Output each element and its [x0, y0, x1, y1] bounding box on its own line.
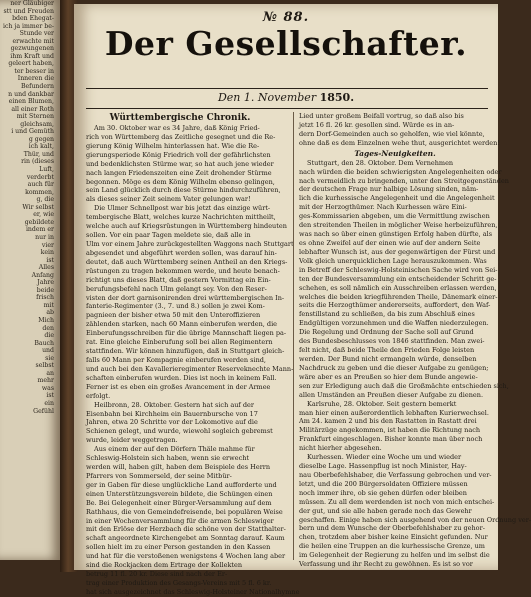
text-line: schaften einberufen wurden. Dies ist noch in keinem Fall. [86, 373, 277, 382]
fragment-line: Luft, [39, 166, 54, 174]
fragment-line: den [42, 324, 54, 332]
text-line: Endgültigen vorzunehmen und die Waffen niederzulegen. [299, 319, 489, 328]
text-line: sollen. Vor ein paar Tagen meldete sie, daß alle in [86, 231, 251, 240]
fragment-line: ist [46, 392, 54, 400]
text-line: Be. Bei Gelegenheit einer Bürger-Versammlung auf dem [86, 498, 272, 507]
fragment-line: erwachte mit [12, 37, 54, 45]
fragment-line: kommen, [25, 188, 54, 196]
text-line: welches die beiden kriegführenden Theile, Dänemark einer- [299, 292, 498, 301]
text-line: Karlsruhe, 28. Oktober. Seit gestern bemerkt [307, 399, 457, 408]
fragment-line: einen Blumen, [8, 98, 54, 106]
fragment-line: Mich [38, 316, 54, 324]
text-line: ges-Kommissarien abgeben, um die Vermittlung zwischen [299, 212, 490, 221]
text-line: nicht hierher abgesehen. [299, 444, 382, 453]
text-line: lebhafter Wunsch ist, aus der gegenwärtigen der Fürst und [299, 247, 496, 256]
fragment-line: mehr [37, 377, 54, 385]
fragment-line: ein [44, 399, 54, 407]
text-line: seits die Herzogthümer andererseits, auffordert, den Waf- [299, 301, 491, 310]
dateline-rule [86, 108, 488, 109]
text-line: Heilbronn, 28. Oktober. Gestern hat sich auf der [94, 400, 254, 409]
text-line: Pfarrers von Sommerseld, der seine Mitbür- [86, 471, 232, 480]
text-line: Frankfurt eingeschlagen. Bisher konnte man über noch [299, 435, 483, 444]
fragment-line: Gefühl [33, 407, 54, 415]
text-line: Verfassung und ihr Recht zu gewöhnen. Es ist so vor [299, 560, 473, 569]
text-line: letzt, und die 200 Bürgersoldaten Offiziere müssen [299, 479, 468, 488]
fragment-line: gebildete [24, 218, 54, 226]
text-line: dern Dorf-Gemeinden auch so geholfen, wie viel könnte, [299, 129, 485, 138]
text-line: Volk gleich unerquicklichen Lage herauszukommen. Was [299, 256, 487, 265]
fragment-line: bden Ehegat- [12, 15, 54, 23]
section-heading: Württembergische Chronik. [109, 113, 251, 123]
text-line: sen zur Erledigung auch daß die Großmächte entschieden sich, [299, 381, 509, 390]
text-line: und auch bei den Kavallerieregimenter Reserveknechte Mann- [86, 364, 294, 373]
fragment-line: selbst [35, 362, 54, 370]
text-line: geschaffen. Einige haben sich ausgehend von der neuen Ordnung ver- [299, 515, 531, 524]
text-line: ohne daß es dem Einzelnen wehe thut, ausgerichtet werden! [299, 138, 500, 147]
right-column [299, 112, 531, 569]
text-line: zählenden starken, nach 60 Mann einberufen werden, die [86, 320, 278, 329]
fragment-line: g gegen [28, 135, 54, 143]
text-line: man hier einen außerordentlich lebhaften Kurierwechsel. [299, 408, 489, 417]
fragment-line: ihm Kraft und [10, 52, 54, 60]
text-line: erfolgt. [86, 391, 111, 400]
fragment-line: indem er [25, 226, 54, 234]
text-line: nau Oberbefehlshaber, die Verfassung gebrochen und ver- [299, 470, 492, 479]
text-line: im Gelegenheit der Regierung zu helfen und im selbst die [299, 551, 490, 560]
text-line: des Bundesbeschlusses von 1846 stattfinden. Man zwei- [299, 337, 485, 346]
text-line: sein Land glücklich durch diese Stürme hindurchzuführen, [86, 186, 281, 195]
text-line: rich von Württemberg das Zeitliche gesegnet und die Re- [86, 132, 276, 141]
fragment-line: mit Sternen [16, 113, 54, 121]
adjacent-page-fragment [0, 0, 62, 560]
fragment-line: kein [40, 249, 54, 257]
text-line: falls 60 Mann per Kompagnie einberufen werden sind, [86, 355, 266, 364]
text-line: als dieses seiner Zeit seinem Vater gelungen war! [86, 195, 251, 204]
text-line: abgesendet und abgeführt werden sollen, was darauf hin- [86, 248, 277, 257]
text-line: einen Unterstützungsverein bildete, die Schüngen einen [86, 489, 273, 498]
fragment-line: gleichsam, [20, 120, 54, 128]
text-line: Jahren, etwa 20 Schritte vor der Lokomotive auf die [86, 418, 258, 427]
text-line: in einer Wochenversammlung für die armen Schleswiger [86, 516, 274, 525]
newspaper-page [74, 4, 531, 596]
fragment-line: gezwungenen [10, 45, 54, 53]
fragment-line: und [42, 347, 54, 355]
text-line: die heilen eine Truppen an die kurhessische Grenze, um [299, 542, 485, 551]
text-line: der gut, und sie alle haben gerade noch das Gewehr [299, 506, 472, 515]
fragment-line: ich kalt, [28, 143, 54, 151]
text-line: mit den Erlöse der Herzbach die schöne von der Statthalter- [86, 525, 286, 534]
text-line: gierung König Wilhelm hinterlassen hat. Wie die Re- [86, 141, 260, 150]
fragment-line: Befundern [20, 83, 54, 91]
year: 1850. [319, 91, 355, 104]
text-line: und bedenklichsten Stürme war, so hat auch jene wieder [86, 159, 274, 168]
fragment-line: n und dankbar [8, 90, 54, 98]
issue-number: № 88. [262, 10, 310, 25]
fragment-line: die [44, 332, 54, 340]
date: 1. November [243, 91, 317, 104]
text-line: tembergische Blatt, welches kurze Nachrichten mittheilt, [86, 213, 276, 222]
fragment-line: er, wie [33, 211, 54, 219]
fragment-line: i und Gemüth [11, 128, 54, 136]
fragment-line: ist [46, 256, 54, 264]
text-line: ger in Gaben für diese unglückliche Land aufforderte und [86, 480, 277, 489]
text-line: hat sich ausgezeichnet das Schleswig-Holsteiner Nationalhymne [86, 587, 300, 596]
text-line: und hat für die verstoßenen wenigstens 4 Wochen lang aber [86, 552, 286, 561]
text-line: fanterie-Regimenter (3., 7. und 8.) sollen je zwei Kom- [86, 302, 265, 311]
fragment-line: was [41, 384, 54, 392]
fragment-line: Bauch [34, 339, 54, 347]
text-line: Militärzüge angekommen, ist haben die Richtung nach [299, 426, 481, 435]
text-line: der deutschen Frage nur halbige Lösung sinden, näm- [299, 185, 479, 194]
text-line: es ohne Zweifel auf der einen wie auf der andern Seite [299, 238, 481, 247]
fragment-line: geleert haben, [8, 60, 54, 68]
text-line: deutet, daß auch Württemberg seinen Antheil an den Kriegs- [86, 257, 288, 266]
text-line: nach würden die beiden schwierigsten Angelegenheiten oder [299, 167, 502, 176]
text-line: begonnen. Möge es dem König Wilhelm ebenso gelingen, [86, 177, 275, 186]
text-line: Einberufungsschreiben für die übrige Mannschaft liegen pa- [86, 329, 287, 338]
text-line: trag einer Produktion des Gesangs-Vereins mit 5 fl. 6 kr. [86, 579, 272, 588]
text-line: Rathhaus, die von Gemeindefreisende, bei populären Weise [86, 507, 283, 516]
text-line: Stuttgart, den 28. Oktober. Dem Vernehmen [307, 158, 454, 167]
text-line: wäre aber es an Preußen so hier dem Bunde angewie- [299, 372, 478, 381]
dateline [74, 91, 498, 104]
text-line: lich die kurhessische Angelegenheit und die Angelegenheit [299, 194, 495, 203]
section-heading: Tages-Neuigkeiten. [354, 148, 436, 158]
fragment-line: ner Gläubiger [10, 0, 54, 7]
text-line: visten der dort garnisonirenden drei württembergischen In- [86, 293, 285, 302]
text-line: richtigt uns dieses Blatt, daß gestern Vormittag ein Ein- [86, 275, 271, 284]
date-prefix: Den [217, 91, 241, 104]
text-line: werden. Der Bund nicht ermangeln würde, denselben [299, 354, 477, 363]
text-line: welche auch auf Kriegsrüstungen in Württemberg hindeuten [86, 222, 287, 231]
text-line: Aus einem der auf den Dörfern Thäle mahme für [94, 445, 255, 454]
text-line: Ulm vor einem Jahre zurückgestellten Waggons nach Stuttgart [86, 239, 294, 248]
text-line: nach langen Friedenszeiten eine Zeit drohender Stürme [86, 168, 272, 177]
text-line: sollen hielt im zu einer Person gestanden in den Kassen [86, 543, 271, 552]
text-line: betrug 11 fl. 20 kr. Diese sind nach der Er- [86, 570, 228, 579]
text-line: dieselbe Lage. Hassenpflug ist noch Minister, Hay- [299, 462, 467, 471]
fragment-line: ich ja immer be- [3, 22, 54, 30]
text-line: bern und dem Wunsche der Oberbefehlshaber zu gehor- [299, 524, 485, 533]
text-line: Eisenbahn bei Kirchheim ein Bauernbursche von 17 [86, 409, 258, 418]
fragment-line: verderbt [26, 173, 54, 181]
text-line: Die Ulmer Schnellpost war bis jetzt das einzige würt- [94, 204, 271, 213]
text-line: was nach so über einen günstigen Erfolg haben dürfte, als [299, 230, 493, 239]
text-line: schaft angeordnete Kirchengebet am Sonntag darauf. Kaum [86, 534, 285, 543]
fragment-line: Jahre [37, 279, 54, 287]
column-divider [293, 112, 294, 560]
fragment-line: ab [46, 309, 54, 317]
fragment-line: Anfang [31, 271, 54, 279]
text-line: allen Umständen an Preußen dieser Aufgabe zu dienen. [299, 390, 484, 399]
text-line: Schienen gelegt, und wurde, wiewohl sogleich gebremst [86, 427, 273, 436]
text-line: chen, trotzdem aber bisher keine Einsicht gefunden. Nur [299, 533, 488, 542]
fragment-line: ter besser in [14, 67, 54, 75]
text-line: wurde, leider weggetragen. [86, 436, 178, 445]
text-line: Ferner ist es eben ein großes Avancement in der Armee [86, 382, 271, 391]
fragment-line: Stunde ver [19, 30, 54, 38]
fragment-line: Thür, und [23, 150, 54, 158]
text-line: sind die Rockjacken dem Ertrage der Kollekten [86, 561, 243, 570]
text-line: den streitenden Theilen in möglicher Weise herbeizuführen, [299, 221, 498, 230]
text-line: Die Regelung und Ordnung der Sache soll auf Grund [299, 328, 474, 337]
fragment-line: rin (dieses [21, 158, 54, 166]
text-line: nach vermeidlich zu bringenden, unter den Streitgegenständen [299, 176, 509, 185]
text-line: stattfinden. Wir können hinzufügen, daß in Stuttgart gleich- [86, 347, 285, 356]
text-line: pagnieen der bisher etwa 50 mit den Unteroffizieren [86, 311, 261, 320]
masthead-title: Der Gesellschafter. [104, 24, 468, 63]
fragment-line: stt und Freuden [3, 7, 54, 15]
text-line: Am 24. kamen 2 und bis den Rastatten in Rastatt drei [299, 417, 477, 426]
masthead-rule [86, 88, 488, 89]
fragment-line: vier [41, 241, 54, 249]
text-line: rüstungen zu tragen bekommen werde, und heute benach- [86, 266, 280, 275]
text-line: gierungsperiode König Friedrich voll der gefährlichsten [86, 150, 271, 159]
text-line: mit der Herzogthümer. Nach Kurhessen wäre Eini- [299, 203, 467, 212]
text-line: jetzt 16 fl. 26 kr. gesollen sind. Würde es in an- [299, 120, 455, 129]
fragment-line: Alles [38, 264, 54, 272]
text-line: Kurhessen. Wieder eine Woche um und wieder [307, 453, 462, 462]
text-line: in Betreff der Schleswig-Holsteinischen Sache wird von Sei- [299, 265, 498, 274]
fragment-line: g, die [36, 196, 54, 204]
text-line: rat. Eine gleiche Einberufung soll bei allen Regimentern [86, 338, 273, 347]
fragment-line: Inneren die [17, 75, 54, 83]
fragment-line: all einer Roth [11, 105, 54, 113]
text-line: werden will, haben gilt, haben dem Beispiele des Herrn [86, 463, 271, 472]
text-line: schehen, es soll nämlich ein Ausschreiben erlassen werden, [299, 283, 497, 292]
fragment-line: Wir selbst [22, 203, 54, 211]
text-line: Am 30. Oktober war es 34 Jahre, daß König Fried- [94, 124, 260, 132]
text-line: fenstillstand zu schließen, da bis zum Abschluß eines [299, 310, 475, 319]
text-line: Nachdruck zu geben und die dieser Aufgabe zu genügen; [299, 363, 489, 372]
text-line: berufungsbefehl nach Ulm gelangt sey. Von den Reser- [86, 284, 267, 293]
fragment-line: nur in [35, 233, 54, 241]
text-line: Lied unter großem Beifall vortrug, so daß also bis [299, 112, 464, 120]
fragment-line: beide [36, 286, 54, 294]
text-line: noch immer ihre, ob sie gehen dürfen oder bleiben [299, 488, 467, 497]
left-column [86, 112, 300, 597]
fragment-line: an [46, 369, 54, 377]
fragment-line: mit [43, 301, 54, 309]
text-line: ten der Bundesversammlung ein entscheidender Schritt ge- [299, 274, 497, 283]
fragment-line: sie [45, 354, 54, 362]
fragment-line: frisch [36, 294, 54, 302]
text-line: felt nicht, daß beide Theile den Frieden Folge leisten [299, 346, 475, 355]
text-line: Schleswig-Holstein sich haben, wenn sie erwecht [86, 454, 250, 463]
text-line: müssen. Zu all dem werdenden ist noch von mich entschei- [299, 497, 495, 506]
fragment-line: auch für [27, 181, 54, 189]
